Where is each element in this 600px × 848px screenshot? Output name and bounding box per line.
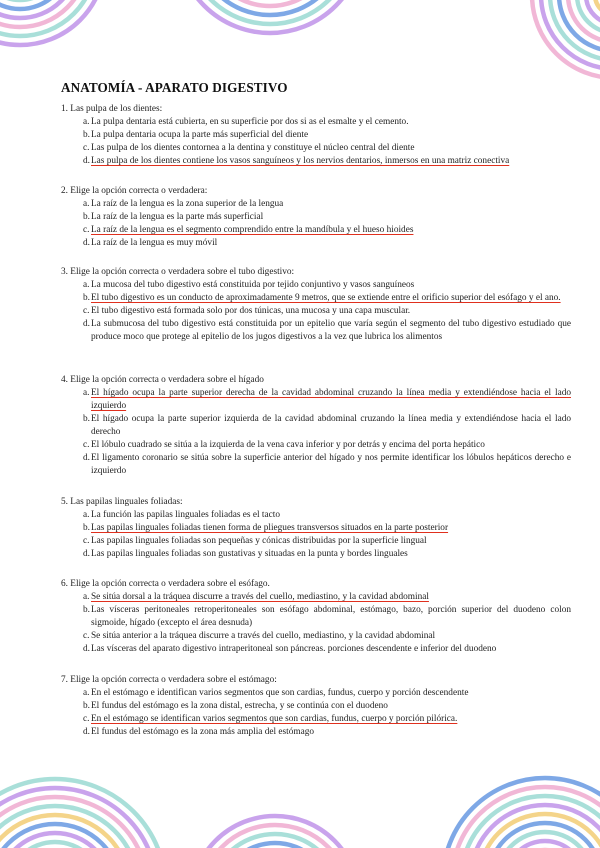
question-4 <box>61 374 571 478</box>
option-text: La pulpa dentaria está cubierta, en su superficie por dos si as el esmalte y el cemento. <box>91 117 409 127</box>
question-3 <box>61 266 571 344</box>
option-letter: c. <box>83 143 90 153</box>
option-text: El hígado ocupa la parte superior izquierda de la cavidad abdominal cruzando la línea media y extendiéndose hacia el lado derecho <box>91 414 571 437</box>
option-letter: a. <box>83 199 90 209</box>
option-letter: d. <box>83 549 90 559</box>
option-letter: c. <box>83 306 90 316</box>
option-text-underlined: El tubo digestivo es un conducto de aproximadamente 9 metros, que se extiende entre el orificio superior del esófago y el ano. <box>91 293 561 303</box>
question-prompt: 4. Elige la opción correcta o verdadera sobre el hígado <box>61 375 264 385</box>
option-text: El ligamento coronario se sitúa sobre la superficie anterior del hígado y nos permite identificar los lóbulos hepáticos derecho e izquierdo <box>91 453 571 476</box>
option-letter: b. <box>83 701 90 711</box>
option-text: En el estómago e identifican varios segmentos que son cardias, fundus, cuerpo y porción descendente <box>91 688 469 698</box>
option-text-underlined: La raíz de la lengua es el segmento comprendido entre la mandíbula y el hueso hioides <box>91 225 414 235</box>
option-text: Las papilas linguales foliadas son gustativas y situadas en la punta y bordes linguales <box>91 549 408 559</box>
option-letter: a. <box>83 280 90 290</box>
question-prompt: 5. Las papilas linguales foliadas: <box>61 497 183 507</box>
question-prompt: 3. Elige la opción correcta o verdadera sobre el tubo digestivo: <box>61 267 295 277</box>
option-b[interactable] <box>83 604 571 630</box>
option-text: Las papilas linguales foliadas son pequeñas y cónicas distribuidas por la superficie lingual <box>91 536 427 546</box>
option-text: El lóbulo cuadrado se sitúa a la izquierda de la vena cava inferior y por detrás y encima del porta hepático <box>91 440 485 450</box>
option-letter: d. <box>83 453 90 463</box>
option-letter: d. <box>83 644 90 654</box>
option-b-correct[interactable] <box>83 522 448 535</box>
option-text: La raíz de la lengua es la zona superior de la lengua <box>91 199 284 209</box>
option-letter: d. <box>83 238 90 248</box>
option-text: El tubo digestivo está formada solo por dos túnicas, una mucosa y una capa muscular. <box>91 306 411 316</box>
option-text-underlined: Las pulpa de los dientes contiene los vasos sanguíneos y los nervios dentarios, inmersos en una matriz conectiva <box>91 156 510 166</box>
question-6 <box>61 578 571 656</box>
option-a-correct[interactable] <box>83 591 571 604</box>
option-text: La submucosa del tubo digestivo está constituida por un epitelio que varía según el segmento del tubo digestivo estudiado que produce moco que protege al epitelio de los jugos digestivos a la vez que lubrica los alimentos <box>91 319 571 342</box>
option-c[interactable] <box>83 142 509 155</box>
option-letter: a. <box>83 510 90 520</box>
option-letter: c. <box>83 631 90 641</box>
option-text: Las vísceras peritoneales retroperitoneales son esófago abdominal, estómago, bazo, porción superior del duodeno colon sigmoide, hígado (excepto el área desnuda) <box>91 605 571 628</box>
option-a-correct[interactable] <box>83 387 571 413</box>
option-c[interactable] <box>83 439 571 452</box>
option-letter: a. <box>83 388 90 398</box>
option-letter: a. <box>83 688 90 698</box>
option-b[interactable] <box>83 129 509 142</box>
option-text: Las vísceras del aparato digestivo intraperitoneal son páncreas. porciones descendente e inferior del duodeno <box>91 644 497 654</box>
option-c[interactable] <box>83 630 571 643</box>
option-text: El fundus del estómago es la zona distal, estrecha, y se continúa con el duodeno <box>91 701 388 711</box>
option-a[interactable] <box>83 198 413 211</box>
option-d[interactable] <box>83 318 571 344</box>
option-letter: a. <box>83 117 90 127</box>
option-a[interactable] <box>83 509 448 522</box>
option-letter: d. <box>83 156 90 166</box>
option-d[interactable] <box>83 237 413 250</box>
option-c-correct[interactable] <box>83 224 413 237</box>
option-b[interactable] <box>83 700 468 713</box>
option-d[interactable] <box>83 726 468 739</box>
option-a[interactable] <box>83 116 509 129</box>
question-1 <box>61 103 509 168</box>
page-title: ANATOMÍA - APARATO DIGESTIVO <box>61 80 288 95</box>
option-letter: a. <box>83 592 90 602</box>
option-letter: b. <box>83 130 90 140</box>
option-text-underlined: Se sitúa dorsal a la tráquea discurre a través del cuello, mediastino, y la cavidad abdominal <box>91 592 429 602</box>
question-prompt: 6. Elige la opción correcta o verdadera sobre el esófago. <box>61 579 270 589</box>
option-text: La raíz de la lengua es la parte más superficial <box>91 212 264 222</box>
option-letter: c. <box>83 440 90 450</box>
option-text: La función las papilas linguales foliadas es el tacto <box>91 510 280 520</box>
option-letter: d. <box>83 727 90 737</box>
option-letter: c. <box>83 536 90 546</box>
option-d[interactable] <box>83 452 571 478</box>
question-prompt: 1. Las pulpa de los dientes: <box>61 104 163 114</box>
option-b-correct[interactable] <box>83 292 571 305</box>
option-text-underlined: El hígado ocupa la parte superior derecha de la cavidad abdominal cruzando la línea media y extendiéndose hacia el lado izquierdo <box>91 388 571 411</box>
option-letter: c. <box>83 714 90 724</box>
option-text: El fundus del estómago es la zona más amplia del estómago <box>91 727 315 737</box>
option-c[interactable] <box>83 305 571 318</box>
option-text-underlined: En el estómago se identifican varios segmentos que son cardias, fundus, cuerpo y porción pilórica. <box>91 714 458 724</box>
option-b[interactable] <box>83 211 413 224</box>
option-text: La raíz de la lengua es muy móvil <box>91 238 218 248</box>
option-d[interactable] <box>83 643 571 656</box>
option-letter: b. <box>83 293 90 303</box>
option-text: Las pulpa de los dientes contornea a la dentina y constituye el núcleo central del diente <box>91 143 415 153</box>
option-letter: d. <box>83 319 90 329</box>
option-a[interactable] <box>83 279 571 292</box>
option-c[interactable] <box>83 535 448 548</box>
option-letter: b. <box>83 605 90 615</box>
question-prompt: 7. Elige la opción correcta o verdadera sobre el estómago: <box>61 675 277 685</box>
option-a[interactable] <box>83 687 468 700</box>
question-prompt: 2. Elige la opción correcta o verdadera: <box>61 186 208 196</box>
option-letter: b. <box>83 414 90 424</box>
option-text: Se sitúa anterior a la tráquea discurre a través del cuello, mediastino, y la cavidad abdominal <box>91 631 436 641</box>
option-d[interactable] <box>83 548 448 561</box>
option-text: La mucosa del tubo digestivo está constituida por tejido conjuntivo y vasos sanguíneos <box>91 280 415 290</box>
option-letter: b. <box>83 523 90 533</box>
option-letter: b. <box>83 212 90 222</box>
option-c-correct[interactable] <box>83 713 468 726</box>
option-text-underlined: Las papilas linguales foliadas tienen forma de pliegues transversos situados en la parte posterior <box>91 523 449 533</box>
option-letter: c. <box>83 225 90 235</box>
option-b[interactable] <box>83 413 571 439</box>
question-2 <box>61 185 413 250</box>
option-text: La pulpa dentaria ocupa la parte más superficial del diente <box>91 130 309 140</box>
option-d-correct[interactable] <box>83 155 509 168</box>
question-5 <box>61 496 448 561</box>
question-7 <box>61 674 468 739</box>
